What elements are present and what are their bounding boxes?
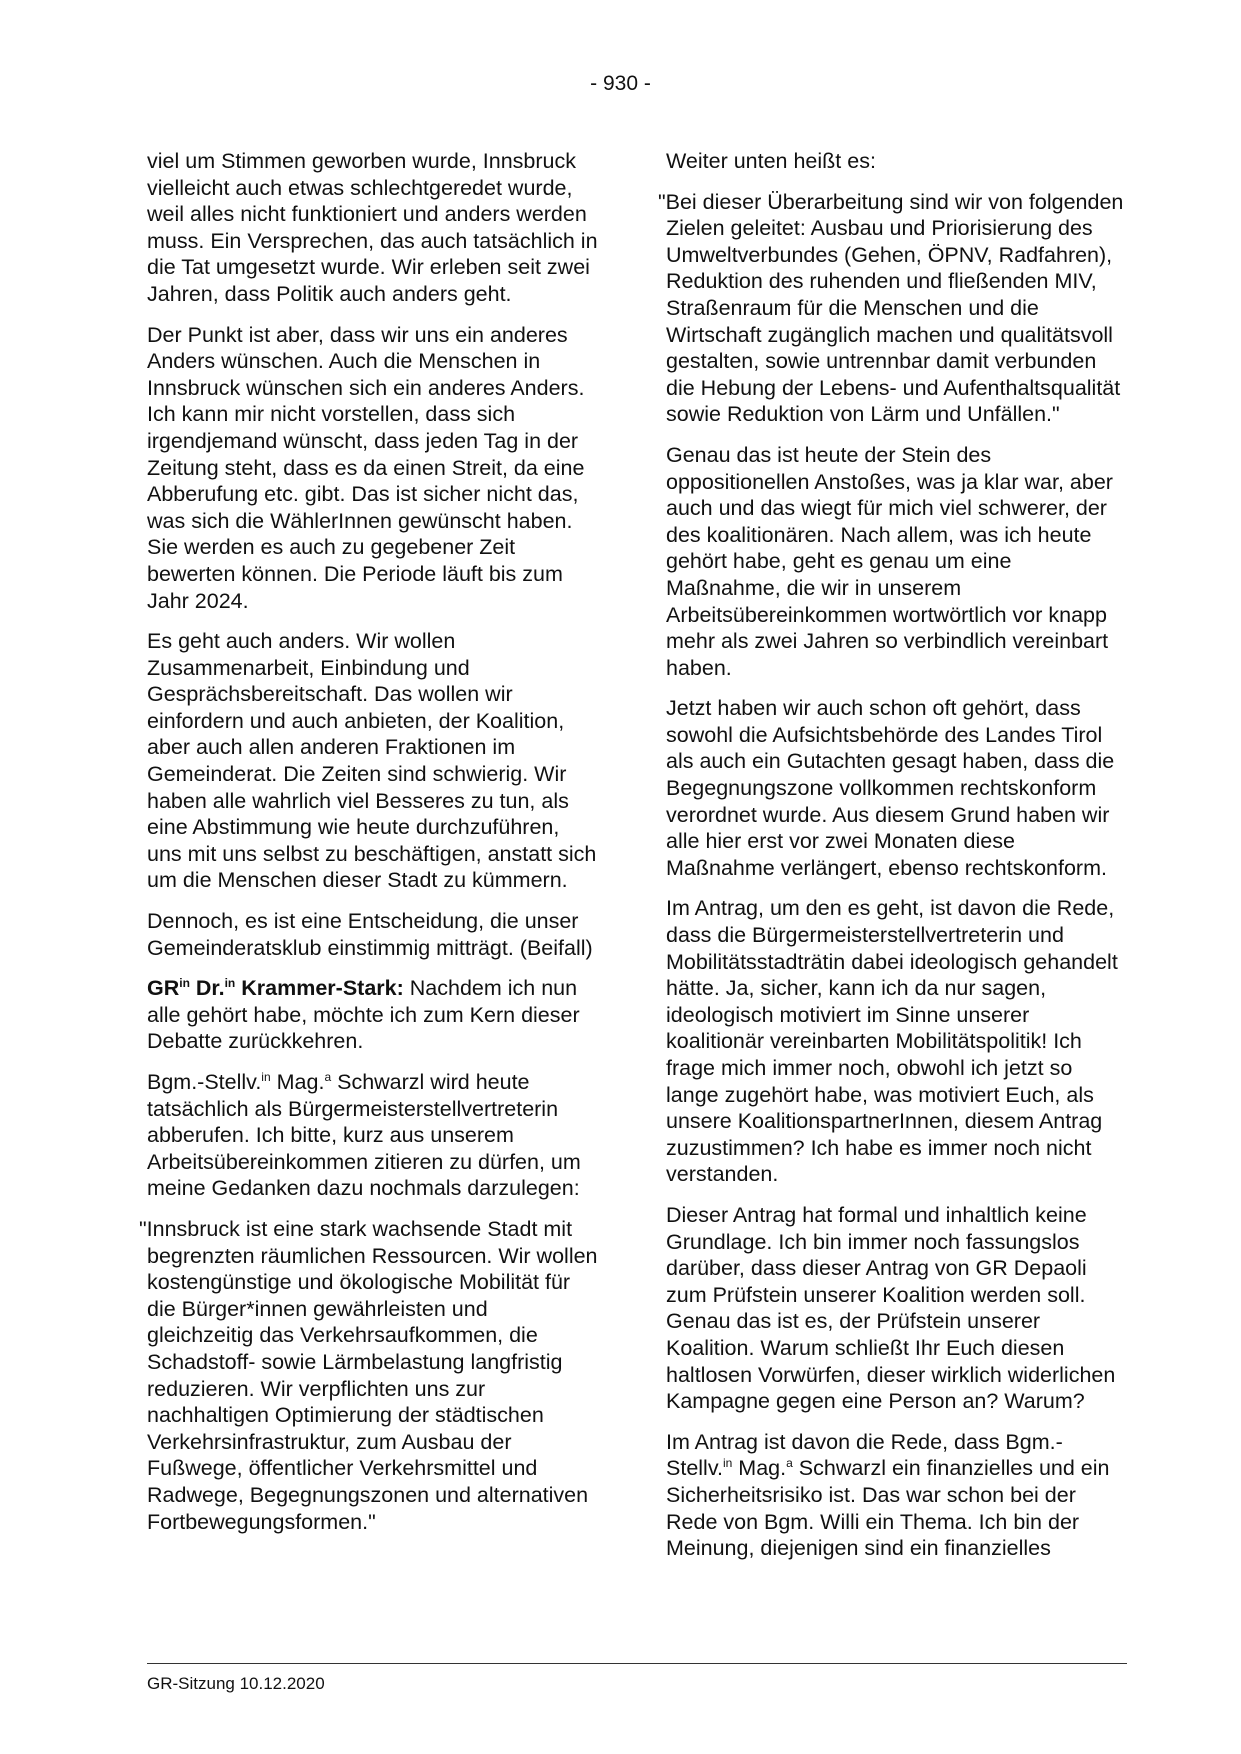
paragraph: Im Antrag, um den es geht, ist davon die Rede, dass die Bürgermeisterstellvertreterin und Mobilitätsstadträtin dabei ideologisch gehandelt hätte. Ja, sicher, kann ich da nur sagen, ideologisch motiviert im Sinne unserer koalitionär vereinbarten Mobilitätspolitik! Ich frage mich immer noch, obwohl ich jetzt so lange zugehört habe, was motiviert Euch, als unsere KoalitionspartnerInnen, diesem Antrag zuzustimmen? Ich habe es immer noch nicht verstanden.: [666, 896, 1118, 1187]
paragraph: Weiter unten heißt es:: [666, 149, 876, 173]
quote-paragraph: "Bei dieser Überarbeitung sind wir von folgenden Zielen geleitet: Ausbau und Priorisierung des Umweltverbundes (Gehen, ÖPNV, Radfahren), Reduktion des ruhenden und fließenden MIV, Straßenraum für die Menschen und die Wirtschaft zugänglich machen und qualitätsvoll gestalten, sowie untrennbar damit verbunden die Hebung der Lebens- und Aufenthaltsqualität sowie Reduktion von Lärm und Unfällen.": [658, 189, 1124, 427]
paragraph: Im Antrag ist davon die Rede, dass Bgm.-Stellv.$^{in}$ Mag.$^a$ Schwarzl ein finanzielles und ein Sicherheitsrisiko ist. Das war schon bei der Rede von Bgm. Willi ein Thema. Ich bin der Meinung, diejenigen sind ein finanzielles: [666, 1429, 1110, 1561]
paragraph: Es geht auch anders. Wir wollen Zusammenarbeit, Einbindung und Gesprächsbereitschaft. Das wollen wir einfordern und auch anbieten, der Koalition, aber auch allen anderen Fraktionen im Gemeinderat. Die Zeiten sind schwierig. Wir haben alle wahrlich viel Besseres zu tun, als eine Abstimmung wie heute durchzuführen, uns mit uns selbst zu beschäftigen, anstatt sich um die Menschen dieser Stadt zu kümmern.: [147, 629, 597, 893]
paragraph: Dieser Antrag hat formal und inhaltlich keine Grundlage. Ich bin immer noch fassungslos darüber, dass dieser Antrag von GR Depaoli zum Prüfstein unserer Koalition werden soll. Genau das ist es, der Prüfstein unserer Koalition. Warum schließt Ihr Euch diesen haltlosen Vorwürfen, dieser wirklich widerlichen Kampagne gegen eine Person an? Warum?: [666, 1202, 1116, 1414]
quote-paragraph: "Innsbruck ist eine stark wachsende Stadt mit begrenzten räumlichen Ressourcen. Wir wollen kostengünstige und ökologische Mobilität für die Bürger*innen gewährleisten und gleichzeitig das Verkehrsaufkommen, die Schadstoff- sowie Lärmbelastung langfristig reduzieren. Wir verpflichten uns zur nachhaltigen Optimierung der städtischen Verkehrsinfrastruktur, zum Ausbau der Fußwege, öffentlicher Verkehrsmittel und Radwege, Begegnungszonen und alternativen Fortbewegungsformen.": [139, 1216, 598, 1534]
speaker-text: Nachdem ich nun alle gehört habe, möchte ich zum Kern dieser Debatte zurückkehren.: [147, 976, 580, 1054]
footer-divider: [147, 1663, 1127, 1664]
paragraph: Bgm.-Stellv.$^{in}$ Mag.$^a$ Schwarzl wird heute tatsächlich als Bürgermeisterstellvertreterin abberufen. Ich bitte, kurz aus unserem Arbeitsübereinkommen zitieren zu dürfen, um meine Gedanken dazu nochmals darzulegen:: [147, 1070, 581, 1201]
paragraph: Der Punkt ist aber, dass wir uns ein anderes Anders wünschen. Auch die Menschen in Innsbruck wünschen sich ein anderes Anders. Ich kann mir nicht vorstellen, dass sich irgendjemand wünscht, dass jeden Tag in der Zeitung steht, dass es da einen Streit, da eine Abberufung etc. gibt. Das ist sicher nicht das, was sich die WählerInnen gewünscht haben. Sie werden es auch zu gegebener Zeit bewerten können. Die Periode läuft bis zum Jahr 2024.: [147, 322, 585, 613]
speaker-title: $GR^{in}$ Dr.$^{in}$ Krammer-Stark:: [147, 976, 404, 1001]
paragraph: viel um Stimmen geworben wurde, Innsbruck vielleicht auch etwas schlechtgeredet wurde, weil alles nicht funktioniert und anders werden muss. Ein Versprechen, das auch tatsächlich in die Tat umgesetzt wurde. Wir erleben seit zwei Jahren, dass Politik auch anders geht.: [147, 149, 598, 306]
page-number: - 930 -: [590, 72, 651, 95]
right-column: [658, 148, 1126, 1576]
footer-session-date: GR-Sitzung 10.12.2020: [147, 1674, 325, 1693]
paragraph: Dennoch, es ist eine Entscheidung, die unser Gemeinderatsklub einstimmig mitträgt. (Beifall): [147, 909, 593, 960]
paragraph: Genau das ist heute der Stein des oppositionellen Anstoßes, was ja klar war, aber auch und das wiegt für mich viel schwerer, der des koalitionären. Nach allem, was ich heute gehört habe, geht es genau um eine Maßnahme, die wir in unserem Arbeitsübereinkommen wortwörtlich vor knapp mehr als zwei Jahren so verbindlich vereinbart haben.: [666, 442, 1113, 680]
left-column: [139, 148, 599, 1549]
speaker-paragraph: [147, 975, 599, 1055]
paragraph: Jetzt haben wir auch schon oft gehört, dass sowohl die Aufsichtsbehörde des Landes Tirol als auch ein Gutachten gesagt haben, dass die Begegnungszone vollkommen rechtskonform verordnet wurde. Aus diesem Grund haben wir alle hier erst vor zwei Monaten diese Maßnahme verlängert, ebenso rechtskonform.: [666, 696, 1115, 880]
